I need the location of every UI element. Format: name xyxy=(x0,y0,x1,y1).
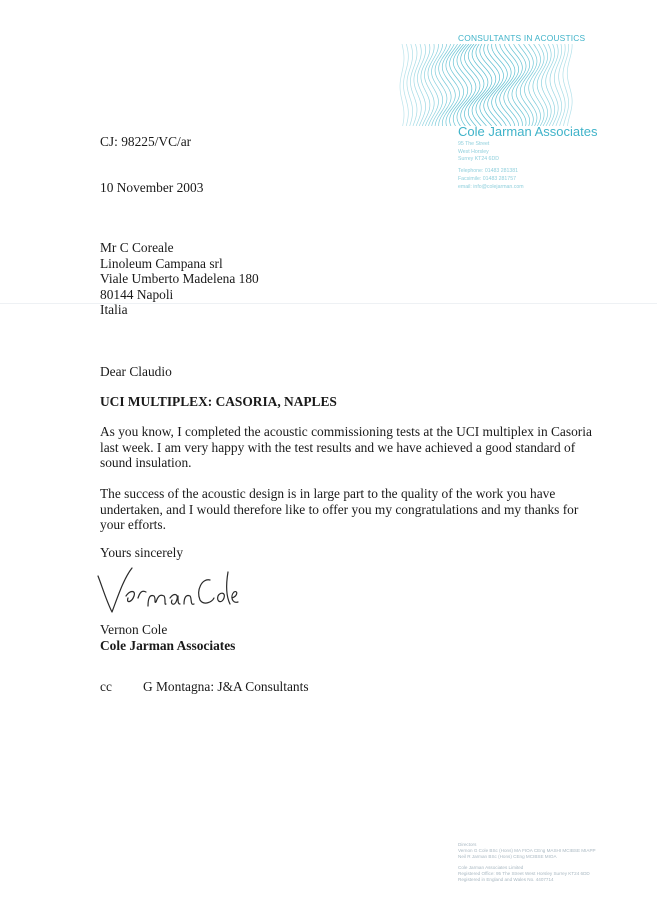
company-name: Cole Jarman Associates xyxy=(458,124,598,139)
date: 10 November 2003 xyxy=(100,180,204,195)
paragraph-line: last week. I am very happy with the test results and we have achieved a good standard of xyxy=(100,439,576,455)
wave-line xyxy=(559,44,566,126)
cc-recipient: G Montagna: J&A Consultants xyxy=(143,679,309,694)
wave-line xyxy=(567,44,572,126)
salutation: Dear Claudio xyxy=(100,364,172,379)
footer-line: Registered Office: 95 The Street West Horsley Surrey KT24 6DD xyxy=(458,870,590,876)
wave-line xyxy=(417,44,425,126)
paragraph-line: The success of the acoustic design is in large part to the quality of the work you have xyxy=(100,486,556,501)
address-line: 95 The Street xyxy=(458,141,490,147)
paragraph-2 xyxy=(100,486,578,533)
address-line: West Horsley xyxy=(458,148,489,155)
cc-label: cc xyxy=(100,679,112,694)
signer-company: Cole Jarman Associates xyxy=(100,638,236,653)
paragraph-1 xyxy=(100,424,592,471)
wave-line xyxy=(414,44,421,126)
paragraph-line: As you know, I completed the acoustic commissioning tests at the UCI multiplex in Casoria xyxy=(100,424,592,439)
wave-line xyxy=(496,44,511,126)
paragraph-line: sound insulation. xyxy=(100,455,192,470)
wave-line xyxy=(504,44,519,126)
closing: Yours sincerely xyxy=(100,545,184,560)
recipient-line: Italia xyxy=(100,302,128,317)
tagline: CONSULTANTS IN ACOUSTICS xyxy=(458,33,586,43)
recipient-line: 80144 Napoli xyxy=(100,286,174,302)
address-line: Surrey KT24 6DD xyxy=(458,156,499,163)
footer-line: Registered in England and Wales No. 4407714 xyxy=(458,877,554,883)
footer-line: Directors xyxy=(458,842,477,847)
telephone: Telephone: 01483 281381 xyxy=(458,168,518,175)
wave-line xyxy=(512,44,526,126)
recipient-line: Linoleum Campana srl xyxy=(100,255,223,271)
wave-line xyxy=(407,44,413,126)
recipient-address xyxy=(100,240,259,318)
facsimile: Facsimile: 01483 281757 xyxy=(458,175,516,182)
wave-line xyxy=(533,44,544,126)
subject-line: UCI MULTIPLEX: CASORIA, NAPLES xyxy=(100,394,337,409)
company-address xyxy=(458,141,524,191)
footer xyxy=(458,842,596,883)
reference: CJ: 98225/VC/ar xyxy=(100,134,192,149)
footer-line: Vernon G Cole BSc (Hons) MA FIOA CEng MASHI MCIBSE MIAPP xyxy=(458,848,596,854)
fold-line xyxy=(0,303,657,304)
wave-line xyxy=(424,44,434,126)
signer-name: Vernon Cole xyxy=(100,622,168,637)
wave-logo-icon xyxy=(398,44,574,126)
footer-line: Cole Jarman Associates Limited xyxy=(458,864,524,870)
wave-line xyxy=(554,44,561,126)
paragraph-line: your efforts. xyxy=(100,517,166,532)
wave-line xyxy=(410,44,417,126)
recipient-line: Mr C Coreale xyxy=(100,240,174,255)
wave-line xyxy=(421,44,430,126)
wave-line xyxy=(524,44,536,126)
paragraph-line: undertaken, and I would therefore like to offer you my congratulations and my thanks for xyxy=(100,501,579,517)
signature xyxy=(92,562,242,618)
recipient-line: Viale Umberto Madelena 180 xyxy=(100,271,259,286)
wave-line xyxy=(529,44,541,126)
wave-line xyxy=(546,44,555,126)
email: email: info@colejarman.com xyxy=(458,183,524,190)
footer-line: Neil R Jarman BSc (Hons) CEng MCIBSE MIOA xyxy=(458,854,557,860)
